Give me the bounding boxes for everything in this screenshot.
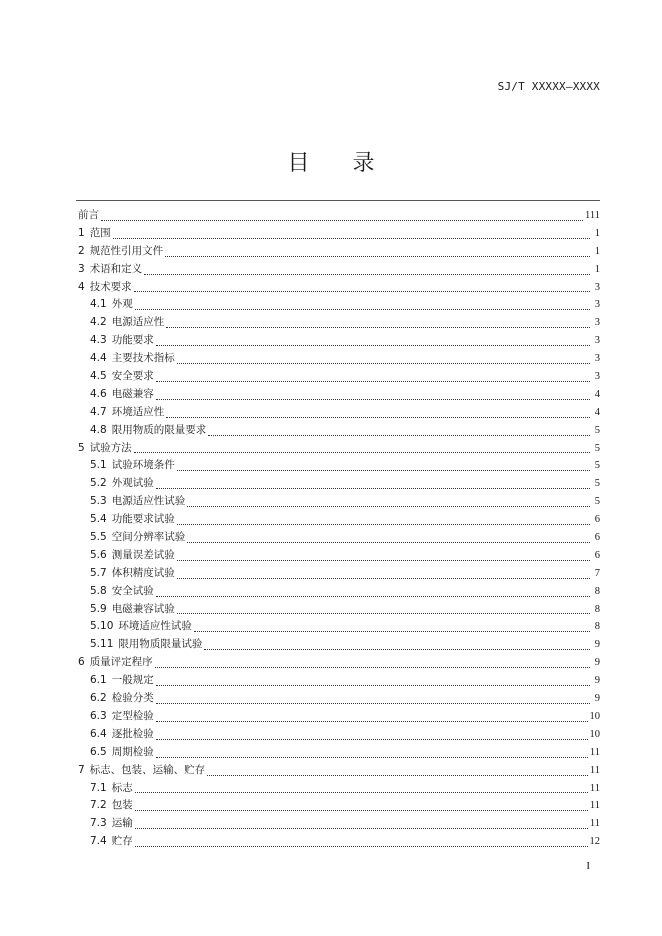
toc-entry[interactable]	[78, 762, 600, 780]
toc-entry-label: 技术要求	[89, 280, 132, 293]
toc-entry[interactable]	[78, 797, 600, 815]
toc-entry-label: 安全要求	[111, 370, 154, 383]
toc-entry[interactable]	[78, 296, 600, 314]
toc-dot-leader	[135, 792, 588, 793]
toc-dot-leader	[194, 631, 590, 632]
toc-entry-page: 9	[594, 657, 600, 669]
toc-entry[interactable]	[78, 279, 600, 297]
toc-entry[interactable]	[78, 243, 600, 261]
toc-dot-leader	[156, 345, 590, 346]
toc-entry-label: 标志、包装、运输、贮存	[89, 763, 206, 776]
toc-entry-label: 电源适应性	[111, 316, 165, 329]
toc-dot-leader	[177, 560, 590, 561]
toc-dot-leader	[113, 238, 590, 239]
toc-entry[interactable]	[78, 547, 600, 565]
document-code: SJ/T XXXXX—XXXX	[497, 80, 600, 93]
toc-entry-page: 4	[594, 388, 600, 400]
toc-entry-label: 限用物质的限量要求	[111, 423, 207, 436]
toc-dot-leader	[156, 703, 590, 704]
toc-entry-number: 4.3	[90, 334, 107, 347]
toc-entry-page: 8	[594, 585, 600, 597]
toc-entry[interactable]	[78, 404, 600, 422]
toc-entry-number: 4.5	[90, 370, 107, 383]
toc-dot-leader	[135, 846, 588, 847]
toc-entry[interactable]	[78, 780, 600, 798]
toc-entry-label: 范围	[89, 226, 111, 239]
toc-entry-page: 4	[594, 406, 600, 418]
toc-entry-number: 6.3	[90, 709, 107, 722]
toc-entry[interactable]	[78, 744, 600, 762]
toc-dot-leader	[187, 506, 590, 507]
toc-entry-label: 运输	[111, 817, 133, 830]
toc-entry-label: 质量评定程序	[89, 656, 153, 669]
toc-entry-page: 5	[594, 424, 600, 436]
toc-entry-number: 5.3	[90, 495, 107, 508]
toc-entry[interactable]	[78, 314, 600, 332]
toc-entry[interactable]	[78, 332, 600, 350]
toc-entry-number: 5	[78, 441, 85, 454]
toc-dot-leader	[156, 399, 590, 400]
toc-dot-leader	[155, 667, 590, 668]
toc-entry-label: 贮存	[111, 835, 133, 848]
toc-entry-page: 9	[594, 639, 600, 651]
toc-entry-label: 定型检验	[111, 709, 154, 722]
toc-dot-leader	[156, 488, 590, 489]
toc-entry-label: 电源适应性试验	[111, 495, 186, 508]
toc-entry-label: 限用物质限量试验	[118, 638, 203, 651]
toc-entry[interactable]	[78, 618, 600, 636]
toc-entry[interactable]	[78, 225, 600, 243]
toc-entry-page: 111	[585, 210, 600, 221]
toc-dot-leader	[156, 381, 590, 382]
toc-dot-leader	[177, 578, 590, 579]
toc-dot-leader	[208, 435, 590, 436]
toc-entry-number: 4	[78, 280, 85, 293]
toc-entry-label: 外观	[111, 298, 133, 311]
toc-entry[interactable]	[78, 690, 600, 708]
toc-entry[interactable]	[78, 636, 600, 654]
toc-entry-page: 11	[589, 818, 600, 830]
toc-entry-label: 逐批检验	[111, 727, 154, 740]
toc-entry-label: 外观试验	[111, 477, 154, 490]
toc-entry-page: 11	[589, 764, 600, 776]
toc-entry-page: 11	[589, 746, 600, 758]
toc-entry-number: 4.2	[90, 316, 107, 329]
toc-entry[interactable]	[78, 529, 600, 547]
toc-entry[interactable]	[78, 261, 600, 279]
toc-entry-label: 测量误差试验	[111, 548, 175, 561]
toc-entry-number: 5.6	[90, 548, 107, 561]
toc-entry[interactable]	[78, 672, 600, 690]
toc-entry-label: 环境适应性试验	[118, 620, 192, 633]
toc-entry-label: 电磁兼容试验	[111, 602, 175, 615]
toc-entry-number: 4.4	[90, 352, 107, 365]
toc-entry-page: 11	[589, 800, 600, 812]
toc-entry-number: 7.3	[90, 817, 107, 830]
toc-entry-label: 功能要求	[111, 334, 154, 347]
toc-dot-leader	[166, 327, 590, 328]
toc-entry-page: 11	[589, 782, 600, 794]
toc-entry-label: 检验分类	[111, 692, 154, 705]
toc-entry-number: 5.2	[90, 477, 107, 490]
toc-dot-leader	[135, 810, 588, 811]
toc-entry-page: 9	[594, 693, 600, 705]
toc-entry-number: 5.9	[90, 602, 107, 615]
toc-entry-page: 5	[594, 460, 600, 472]
toc-entry-number: 6.1	[90, 674, 107, 687]
toc-entry-page: 5	[594, 442, 600, 454]
title-divider	[76, 200, 600, 201]
toc-entry-number: 5.8	[90, 584, 107, 597]
toc-entry-number: 4.8	[90, 423, 107, 436]
toc-entry-number: 5.4	[90, 513, 107, 526]
toc-entry-page: 6	[594, 532, 600, 544]
toc-entry-page: 3	[594, 353, 600, 365]
toc-entry[interactable]	[78, 457, 600, 475]
toc-entry-number: 7.4	[90, 835, 107, 848]
toc-entry-label: 体积精度试验	[111, 566, 175, 579]
toc-entry-label: 周期检验	[111, 745, 154, 758]
toc-entry-label: 前言	[78, 209, 99, 221]
toc-entry[interactable]	[78, 475, 600, 493]
toc-entry[interactable]	[78, 493, 600, 511]
toc-entry-label: 环境适应性	[111, 405, 165, 418]
toc-entry[interactable]	[78, 207, 600, 225]
toc-entry[interactable]	[78, 368, 600, 386]
page-number: I	[586, 860, 590, 872]
toc-entry-number: 4.7	[90, 405, 107, 418]
toc-entry[interactable]	[78, 511, 600, 529]
toc-entry-page: 3	[594, 299, 600, 311]
toc-entry-label: 规范性引用文件	[89, 244, 164, 257]
toc-entry-page: 1	[594, 245, 600, 257]
toc-dot-leader	[204, 649, 590, 650]
toc-dot-leader	[165, 256, 590, 257]
toc-entry[interactable]	[78, 386, 600, 404]
toc-entry[interactable]	[78, 422, 600, 440]
toc-dot-leader	[177, 470, 590, 471]
toc-entry[interactable]	[78, 815, 600, 833]
toc-entry[interactable]	[78, 601, 600, 619]
toc-entry-number: 5.7	[90, 566, 107, 579]
toc-entry-page: 1	[594, 263, 600, 275]
toc-dot-leader	[177, 363, 590, 364]
toc-entry-label: 一般规定	[111, 674, 154, 687]
toc-entry[interactable]	[78, 833, 600, 851]
toc-entry-label: 标志	[111, 781, 133, 794]
toc-entry-number: 3	[78, 262, 85, 275]
toc-entry-page: 5	[594, 496, 600, 508]
toc-dot-leader	[135, 828, 588, 829]
toc-dot-leader	[207, 775, 588, 776]
toc-dot-leader	[156, 739, 588, 740]
toc-dot-leader	[177, 524, 590, 525]
toc-entry[interactable]	[78, 708, 600, 726]
toc-dot-leader	[135, 309, 590, 310]
toc-entry-label: 空间分辨率试验	[111, 531, 186, 544]
toc-dot-leader	[101, 220, 583, 221]
toc-dot-leader	[166, 417, 590, 418]
toc-dot-leader	[187, 542, 590, 543]
toc-entry[interactable]	[78, 583, 600, 601]
toc-entry-label: 试验方法	[89, 441, 132, 454]
toc-entry[interactable]	[78, 565, 600, 583]
toc-entry-label: 电磁兼容	[111, 387, 154, 400]
table-of-contents	[78, 207, 600, 851]
toc-entry-number: 7.2	[90, 799, 107, 812]
toc-entry-number: 6.5	[90, 745, 107, 758]
toc-entry-page: 8	[594, 621, 600, 633]
toc-entry-label: 术语和定义	[89, 262, 143, 275]
toc-entry[interactable]	[78, 350, 600, 368]
toc-entry[interactable]	[78, 440, 600, 458]
toc-entry-label: 包装	[111, 799, 133, 812]
toc-dot-leader	[156, 757, 588, 758]
toc-entry-page: 12	[589, 836, 600, 848]
toc-entry-label: 试验环境条件	[111, 459, 175, 472]
toc-entry-page: 3	[594, 317, 600, 329]
toc-entry[interactable]	[78, 726, 600, 744]
toc-entry-page: 3	[594, 281, 600, 293]
toc-entry-page: 6	[594, 514, 600, 526]
toc-entry-number: 5.10	[90, 620, 114, 633]
toc-dot-leader	[156, 685, 590, 686]
toc-entry[interactable]	[78, 654, 600, 672]
toc-entry-page: 6	[594, 549, 600, 561]
toc-entry-label: 安全试验	[111, 584, 154, 597]
toc-entry-page: 10	[589, 710, 600, 722]
toc-entry-label: 主要技术指标	[111, 352, 175, 365]
toc-dot-leader	[156, 721, 588, 722]
toc-entry-page: 3	[594, 335, 600, 347]
toc-dot-leader	[134, 291, 590, 292]
toc-entry-number: 6.4	[90, 727, 107, 740]
toc-entry-number: 5.1	[90, 459, 107, 472]
toc-entry-number: 7.1	[90, 781, 107, 794]
toc-dot-leader	[144, 274, 590, 275]
toc-entry-page: 1	[594, 227, 600, 239]
toc-entry-number: 6.2	[90, 692, 107, 705]
toc-entry-number: 4.1	[90, 298, 107, 311]
page-title: 目 录	[287, 151, 393, 176]
toc-entry-page: 5	[594, 478, 600, 490]
toc-dot-leader	[134, 452, 590, 453]
toc-entry-page: 3	[594, 371, 600, 383]
toc-entry-number: 4.6	[90, 387, 107, 400]
toc-entry-number: 5.11	[90, 638, 114, 651]
toc-entry-number: 1	[78, 226, 85, 239]
toc-entry-page: 8	[594, 603, 600, 615]
toc-entry-page: 10	[589, 728, 600, 740]
toc-entry-number: 5.5	[90, 531, 107, 544]
toc-entry-number: 6	[78, 656, 85, 669]
toc-entry-page: 9	[594, 675, 600, 687]
toc-entry-number: 7	[78, 763, 85, 776]
toc-entry-number: 2	[78, 244, 85, 257]
toc-dot-leader	[156, 596, 590, 597]
toc-entry-page: 7	[594, 567, 600, 579]
toc-dot-leader	[177, 613, 590, 614]
toc-entry-label: 功能要求试验	[111, 513, 175, 526]
